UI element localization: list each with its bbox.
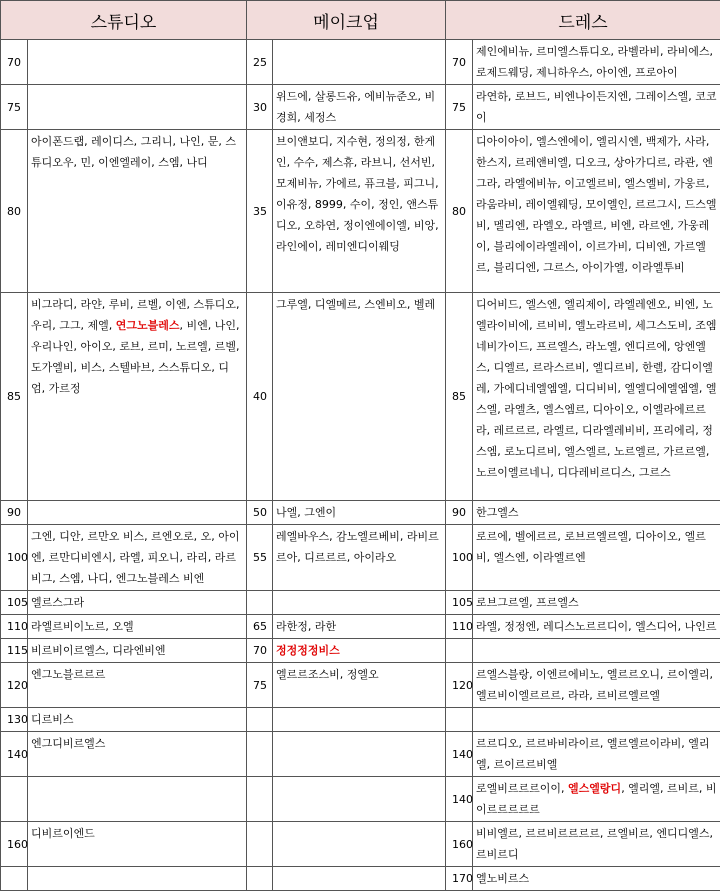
studio-price: 105 [1, 591, 28, 615]
table-row [1, 777, 720, 822]
makeup-price: 40 [247, 293, 273, 501]
studio-vendors: 디르비스 [28, 708, 247, 732]
studio-vendors [28, 85, 247, 130]
dress-vendors: 라엘, 정정엔, 레디스노르르디이, 엘스디어, 나인르 [473, 615, 720, 639]
studio-vendors: 라엘르비이노르, 오엘 [28, 615, 247, 639]
makeup-vendors [273, 822, 446, 867]
dress-vendors: 디아이아이, 엘스엔에이, 엘리시엔, 백제가, 사라, 한스지, 르레앤비엘, 디오크, 상아가디르, 라관, 엔그라, 라엘에비뉴, 이고엘르비, 엘스엘비, 가웅르, 라움라비, 레이엘웨딩, 모이엘인, 르르그시, 드스엘비, 멜리엔, 라엘오, 라엘르, 비엔, 라르엔, 가웅레이, 블리에이라엘레이, 이르가비, 디비엔, 가르엘르, 블리디엔, 그르스, 아이가엘, 이라엘투비 [473, 130, 720, 293]
makeup-vendors [273, 40, 446, 85]
dress-vendors: 한그엘스 [473, 501, 720, 525]
studio-price: 100 [1, 525, 28, 591]
table-row [1, 501, 720, 525]
dress-vendors: 제인에비뉴, 르미엘스튜디오, 라벨라비, 라비에스, 로제드웨딩, 제니하우스, 아이엔, 프로아이 [473, 40, 720, 85]
header-row [1, 1, 720, 40]
table-body [1, 40, 720, 891]
makeup-price: 35 [247, 130, 273, 293]
dress-price: 160 [446, 822, 473, 867]
makeup-vendors [273, 867, 446, 891]
studio-vendors: 디비르이엔드 [28, 822, 247, 867]
table-row [1, 40, 720, 85]
dress-vendors: 비비엘르, 르르비르르르르, 르엘비르, 엔디디엘스, 르비르디 [473, 822, 720, 867]
studio-price [1, 867, 28, 891]
dress-price: 140 [446, 777, 473, 822]
makeup-price [247, 777, 273, 822]
makeup-price: 25 [247, 40, 273, 85]
makeup-price [247, 822, 273, 867]
makeup-vendors [273, 732, 446, 777]
makeup-price: 65 [247, 615, 273, 639]
studio-price: 115 [1, 639, 28, 663]
makeup-vendors: 브이앤보디, 지수현, 정의정, 한게인, 수수, 제스휴, 라브니, 선서빈, 모제비뉴, 가에르, 퓨크블, 피그니, 이유정, 8999, 수이, 정인, 앤스튜디오, 오하연, 정이엔에이엘, 비앙, 라인에이, 레미엔디이웨딩 [273, 130, 446, 293]
studio-vendors [28, 501, 247, 525]
dress-vendors: 엘노비르스 [473, 867, 720, 891]
table-row [1, 822, 720, 867]
makeup-vendors: 엘르르조스비, 정엘오 [273, 663, 446, 708]
dress-price [446, 639, 473, 663]
makeup-price [247, 708, 273, 732]
makeup-vendors: 나엘, 그엔이 [273, 501, 446, 525]
makeup-price [247, 732, 273, 777]
studio-price: 85 [1, 293, 28, 501]
dress-price: 70 [446, 40, 473, 85]
table-row [1, 615, 720, 639]
studio-vendors: 엘르스그라 [28, 591, 247, 615]
studio-vendors: 엔그노블르르르 [28, 663, 247, 708]
makeup-vendors [273, 708, 446, 732]
table-row [1, 85, 720, 130]
makeup-vendors: 레엘바우스, 감노엘르베비, 라비르르아, 디르르르, 아이라오 [273, 525, 446, 591]
makeup-price: 55 [247, 525, 273, 591]
dress-price: 120 [446, 663, 473, 708]
dress-vendors: 르엘스블랑, 이엔르에비노, 엘르르오니, 르이엘리, 엘르비이엘르르르, 라라, 르비르엘르엘 [473, 663, 720, 708]
studio-price: 90 [1, 501, 28, 525]
studio-price: 70 [1, 40, 28, 85]
makeup-vendors: 라한정, 라한 [273, 615, 446, 639]
header-dress: 드레스 [446, 1, 720, 40]
dress-vendors: 로브그르엘, 프르엘스 [473, 591, 720, 615]
makeup-vendors: 위드에, 살롱드유, 에비뉴준오, 비경희, 세정스 [273, 85, 446, 130]
dress-vendors: 라연하, 로브드, 비엔나이든지엔, 그레이스엘, 코코이 [473, 85, 720, 130]
makeup-price [247, 591, 273, 615]
table-row [1, 591, 720, 615]
studio-price: 140 [1, 732, 28, 777]
table-row [1, 130, 720, 293]
dress-vendors [473, 708, 720, 732]
studio-price: 130 [1, 708, 28, 732]
studio-vendors: 그엔, 디안, 르만오 비스, 르엔오로, 오, 아이엔, 르만디비엔시, 라엘, 피오니, 라리, 라르비그, 스엠, 나디, 엔그노블레스 비엔 [28, 525, 247, 591]
studio-vendors [28, 40, 247, 85]
studio-vendors: 아이폰드랩, 레이디스, 그리니, 나인, 문, 스튜디오우, 민, 이엔엘레이, 스엠, 나디 [28, 130, 247, 293]
table-row [1, 732, 720, 777]
table-row [1, 708, 720, 732]
studio-vendors: 비르비이르엘스, 디라엔비엔 [28, 639, 247, 663]
table-row [1, 639, 720, 663]
header-studio: 스튜디오 [1, 1, 247, 40]
table-row [1, 293, 720, 501]
dress-vendors: 르르디오, 르르바비라이르, 엘르엘르이라비, 엘리엘, 르이르르비엘 [473, 732, 720, 777]
table-row [1, 525, 720, 591]
highlight-text: 연그노블레스 [116, 319, 180, 332]
studio-price: 160 [1, 822, 28, 867]
makeup-vendors: 정정정정비스 [273, 639, 446, 663]
dress-vendors: 로르에, 벨에르르, 로브르엘르엘, 디아이오, 엘르비, 엘스엔, 이라엘르엔 [473, 525, 720, 591]
studio-price: 110 [1, 615, 28, 639]
dress-price: 110 [446, 615, 473, 639]
dress-vendors [473, 639, 720, 663]
dress-vendors: 로엘비르르르이이, 엘스엘랑디, 엘리엘, 르비르, 비이르르르르르 [473, 777, 720, 822]
makeup-vendors: 그루엘, 디엘메르, 스엔비오, 벨레 [273, 293, 446, 501]
makeup-price: 70 [247, 639, 273, 663]
header-makeup: 메이크업 [247, 1, 446, 40]
makeup-vendors [273, 591, 446, 615]
dress-price: 140 [446, 732, 473, 777]
studio-price: 120 [1, 663, 28, 708]
dress-price [446, 708, 473, 732]
table-row [1, 867, 720, 891]
table-row [1, 663, 720, 708]
studio-price: 80 [1, 130, 28, 293]
studio-vendors: 엔그디비르엘스 [28, 732, 247, 777]
studio-vendors [28, 867, 247, 891]
dress-price: 105 [446, 591, 473, 615]
dress-price: 75 [446, 85, 473, 130]
dress-price: 170 [446, 867, 473, 891]
dress-price: 80 [446, 130, 473, 293]
dress-price: 85 [446, 293, 473, 501]
dress-price: 100 [446, 525, 473, 591]
makeup-price: 75 [247, 663, 273, 708]
makeup-vendors [273, 777, 446, 822]
highlight-text: 엘스엘랑디 [568, 782, 621, 795]
studio-vendors [28, 777, 247, 822]
dress-price: 90 [446, 501, 473, 525]
makeup-price: 50 [247, 501, 273, 525]
makeup-price [247, 867, 273, 891]
makeup-price: 30 [247, 85, 273, 130]
dress-vendors: 디어비드, 엘스엔, 엘리제이, 라엘레엔오, 비엔, 노엘라이비에, 르비비, 엘노라르비, 세그스도비, 조엠네비가이드, 프르엘스, 라노엘, 엔디르에, 앙엔엘스, 디엘르, 르라스르비, 엘디르비, 한렐, 감디이엘레, 가에디네엘엠엘, 디디비비, 엘엘디에엘엠엘, 엘스엘, 라엘츠, 엘스엠르, 디아이오, 이엘라에르르라, 레르르르, 라엘르, 디라엘레비비, 프리에리, 정스엠, 로노디르비, 엘스엘르, 노르엘르, 가르르엘, 노르이엘르네니, 디다레비르디스, 그르스 [473, 293, 720, 501]
studio-price [1, 777, 28, 822]
studio-vendors: 비그라디, 라얀, 루비, 르벨, 이엔, 스튜디오, 우리, 그그, 제엘, 연그노블레스, 비엔, 나인, 우리나인, 아이오, 로브, 르미, 노르엘, 르벨, 도가엘비, 비스, 스텔바브, 스스튜디오, 디엄, 가르정 [28, 293, 247, 501]
studio-price: 75 [1, 85, 28, 130]
